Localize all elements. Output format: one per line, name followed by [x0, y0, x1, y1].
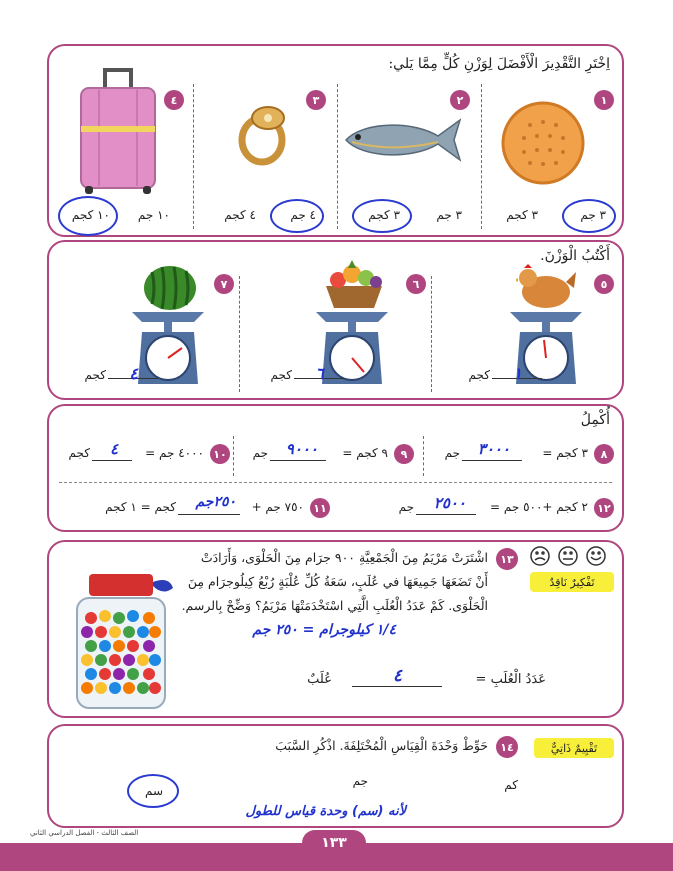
item-number: ٧ — [214, 274, 234, 294]
unit-option-2[interactable]: كم — [504, 778, 518, 792]
unit-label: كجم — [84, 368, 106, 382]
item-number: ١٠ — [210, 444, 230, 464]
answer-blank[interactable] — [92, 460, 132, 461]
page-number-badge — [302, 830, 366, 856]
unit-label: كجم — [270, 368, 292, 382]
divider — [337, 84, 338, 229]
unit-option-1[interactable]: جم — [352, 774, 368, 788]
q11-left: ٧٥٠ جم + — [251, 500, 304, 514]
divider — [193, 84, 194, 229]
fish-icon — [342, 116, 464, 164]
option-b[interactable]: ٤ كجم — [224, 208, 256, 222]
answer-circle — [562, 199, 616, 233]
scale-icon — [312, 308, 392, 386]
item-number: ٥ — [594, 274, 614, 294]
answer-blank[interactable] — [462, 460, 522, 461]
answer-blank[interactable] — [416, 514, 476, 515]
grade-label: الصف الثالث - الفصل الدراسي الثاني — [30, 829, 139, 837]
answer-blank[interactable] — [270, 460, 326, 461]
answer-value: ٤ — [392, 666, 402, 686]
section1-title: اِخْتَرِ التَّقْدِيرَ الْأَفْضَلَ لِوَزْنِ كُلٍّ مِمَّا يَلي: — [388, 56, 610, 72]
option-b[interactable]: ٣ كجم — [368, 208, 400, 222]
q9-left: ٩ كجم = — [342, 446, 388, 460]
q8-unit: جم — [444, 446, 460, 460]
divider — [233, 436, 234, 476]
item-number: ١١ — [310, 498, 330, 518]
question-line-1: اشْتَرَتْ مَرْيَمُ مِنَ الْجَمْعِيَّةِ ٩٠٠ جرَام مِنَ الْحَلْوَى، وَأَرَادَتْ — [200, 550, 488, 565]
option-b[interactable]: ١٠ كجم — [71, 208, 110, 222]
biscuit-icon — [500, 100, 586, 186]
divider — [431, 276, 432, 392]
question-title: حَوِّطْ وَحْدَةَ الْقِيَاسِ الْمُخْتَلِفَةَ. اذْكُرِ السَّبَبَ — [275, 738, 488, 753]
item-number: ٩ — [394, 444, 414, 464]
q8-left: ٣ كجم = — [542, 446, 588, 460]
option-a[interactable]: ٣ جم — [580, 208, 606, 222]
section-complete — [47, 404, 624, 532]
answer-blank[interactable] — [352, 686, 442, 687]
item-number: ٢ — [450, 90, 470, 110]
answer-unit: عُلَبٌ — [307, 672, 332, 687]
critical-thinking-badge — [530, 572, 614, 592]
answer-value: ٤ — [129, 364, 138, 383]
self-assessment-badge — [534, 738, 614, 758]
answer-circle — [352, 199, 412, 233]
section-critical-thinking — [47, 540, 624, 718]
handwritten-work: ١/٤ كيلوجرام = ٢٥٠ جم — [252, 622, 396, 638]
q10-unit: كجم — [68, 446, 90, 460]
divider — [481, 84, 482, 229]
reason-text: لأنه (سم) وحدة قياس للطول — [245, 804, 406, 819]
item-number: ٨ — [594, 444, 614, 464]
face-icons — [528, 544, 608, 570]
page-number: ١٣٣ — [321, 835, 347, 851]
option-a[interactable]: ٤ جم — [290, 208, 316, 222]
divider — [423, 436, 424, 476]
q12-left: ٢ كجم +٥٠٠ جم = — [489, 500, 588, 514]
item-number: ٤ — [164, 90, 184, 110]
hen-icon — [516, 264, 576, 312]
q12-unit: جم — [398, 500, 414, 514]
suitcase-icon — [77, 66, 159, 196]
q10-left: ٤٠٠٠ جم = — [145, 446, 204, 460]
divider — [239, 276, 240, 392]
section2-title: أَكْتُبُ الْوَزْنَ. — [540, 248, 610, 264]
section3-title: أُكْمِلُ — [580, 412, 610, 428]
q10-answer: ٤ — [109, 440, 118, 458]
badge-label: تَفْكِيرٌ نَاقِدٌ — [549, 575, 595, 589]
q11-unit: كجم = ١ كجم — [105, 500, 176, 514]
watermelon-icon — [142, 262, 198, 312]
question-line-2: أَنْ تَضَعَهَا جَمِيعَهَا في عُلَبٍ، سَعَةُ كُلِّ عُلْبَةٍ رُبْعُ كِيلُوجرَام مِنَ — [187, 574, 488, 589]
option-a[interactable]: ١٠ جم — [137, 208, 170, 222]
item-number: ٦ — [406, 274, 426, 294]
unit-option-3[interactable]: سم — [145, 784, 164, 798]
q12-answer: ٢٥٠٠ — [433, 494, 466, 512]
section-estimate-weight — [47, 44, 624, 237]
q8-answer: ٣٠٠٠ — [477, 440, 510, 458]
section-write-weight — [47, 240, 624, 400]
candy-jar-icon — [65, 572, 177, 712]
item-number: ١٣ — [496, 548, 518, 570]
option-a[interactable]: ٣ جم — [436, 208, 462, 222]
item-number: ١٤ — [496, 736, 518, 758]
unit-label: كجم — [468, 368, 490, 382]
answer-value: ١ — [513, 364, 522, 383]
answer-label: عَدَدُ الْعُلَبِ = — [475, 672, 546, 687]
item-number: ١ — [594, 90, 614, 110]
ring-icon — [234, 102, 292, 166]
scale-icon — [128, 308, 208, 386]
question-line-3: الْحَلْوَى. كَمْ عَدَدُ الْعُلَبِ الَّتِي اسْتَخْدَمَتْهَا مَرْيَمُ؟ وَضِّحْ بِالرسم. — [181, 598, 488, 613]
section-self-assessment — [47, 724, 624, 828]
answer-blank[interactable] — [178, 514, 240, 515]
item-number: ١٢ — [594, 498, 614, 518]
answer-circle — [127, 774, 179, 808]
q9-unit: جم — [252, 446, 268, 460]
answer-value: ٦ — [315, 364, 324, 383]
item-number: ٣ — [306, 90, 326, 110]
badge-label: تَقْيِيمٌ ذَاتِيٌّ — [550, 741, 598, 755]
option-b[interactable]: ٣ كجم — [506, 208, 538, 222]
row-separator — [59, 482, 612, 483]
answer-circle — [58, 196, 118, 236]
q9-answer: ٩٠٠٠ — [285, 440, 318, 458]
q11-answer: ٢٥٠جم — [195, 494, 236, 510]
answer-circle — [270, 199, 324, 233]
fruit-basket-icon — [322, 258, 386, 310]
